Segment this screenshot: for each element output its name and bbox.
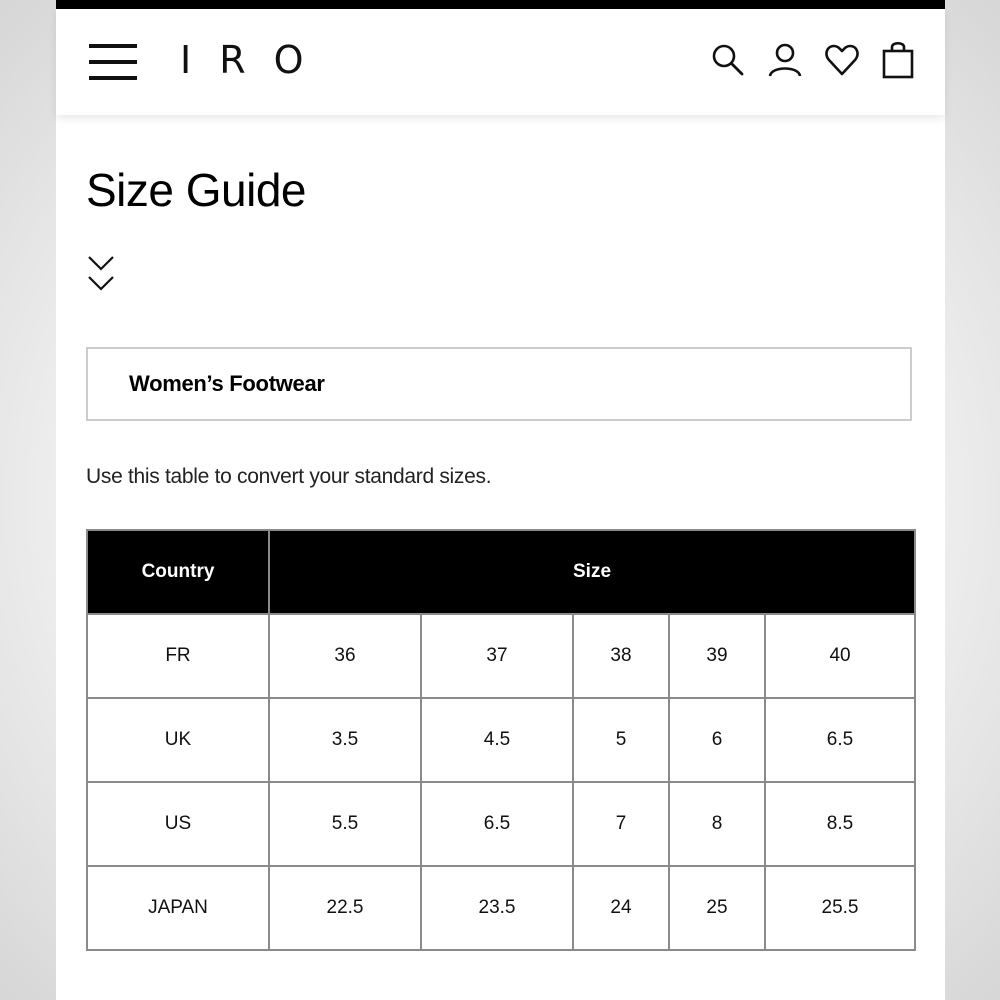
category-label: Women’s Footwear (129, 371, 325, 396)
size-cell: 6.5 (765, 698, 915, 782)
size-cell: 37 (421, 614, 573, 698)
country-cell: UK (87, 698, 269, 782)
table-row (87, 866, 915, 950)
country-cell: JAPAN (87, 866, 269, 950)
category-selector[interactable] (86, 347, 912, 421)
page-container (56, 0, 945, 1000)
size-cell: 25 (669, 866, 765, 950)
page-title: Size Guide (86, 164, 307, 216)
chevron-down-icon[interactable] (86, 253, 116, 295)
size-table (86, 529, 916, 951)
size-cell: 39 (669, 614, 765, 698)
size-table-description: Use this table to convert your standard sizes. (86, 465, 492, 488)
brand-logo[interactable]: IRO (180, 38, 332, 82)
size-cell: 5.5 (269, 782, 421, 866)
country-cell: FR (87, 614, 269, 698)
size-cell: 8.5 (765, 782, 915, 866)
column-header-country: Country (87, 530, 269, 614)
menu-icon[interactable] (89, 42, 137, 82)
bag-icon[interactable] (881, 41, 915, 79)
table-row (87, 614, 915, 698)
size-cell: 24 (573, 866, 669, 950)
search-icon[interactable] (710, 42, 746, 78)
size-cell: 6 (669, 698, 765, 782)
size-cell: 36 (269, 614, 421, 698)
site-header (56, 9, 945, 115)
column-header-size: Size (269, 530, 915, 614)
size-cell: 8 (669, 782, 765, 866)
size-cell: 23.5 (421, 866, 573, 950)
size-cell: 4.5 (421, 698, 573, 782)
size-cell: 38 (573, 614, 669, 698)
size-cell: 22.5 (269, 866, 421, 950)
table-header-row (87, 530, 915, 614)
size-cell: 25.5 (765, 866, 915, 950)
account-icon[interactable] (767, 42, 803, 78)
country-cell: US (87, 782, 269, 866)
size-cell: 3.5 (269, 698, 421, 782)
table-row (87, 698, 915, 782)
size-cell: 6.5 (421, 782, 573, 866)
heart-icon[interactable] (824, 42, 860, 78)
size-cell: 5 (573, 698, 669, 782)
size-cell: 7 (573, 782, 669, 866)
table-row (87, 782, 915, 866)
size-cell: 40 (765, 614, 915, 698)
top-bar (56, 0, 945, 9)
